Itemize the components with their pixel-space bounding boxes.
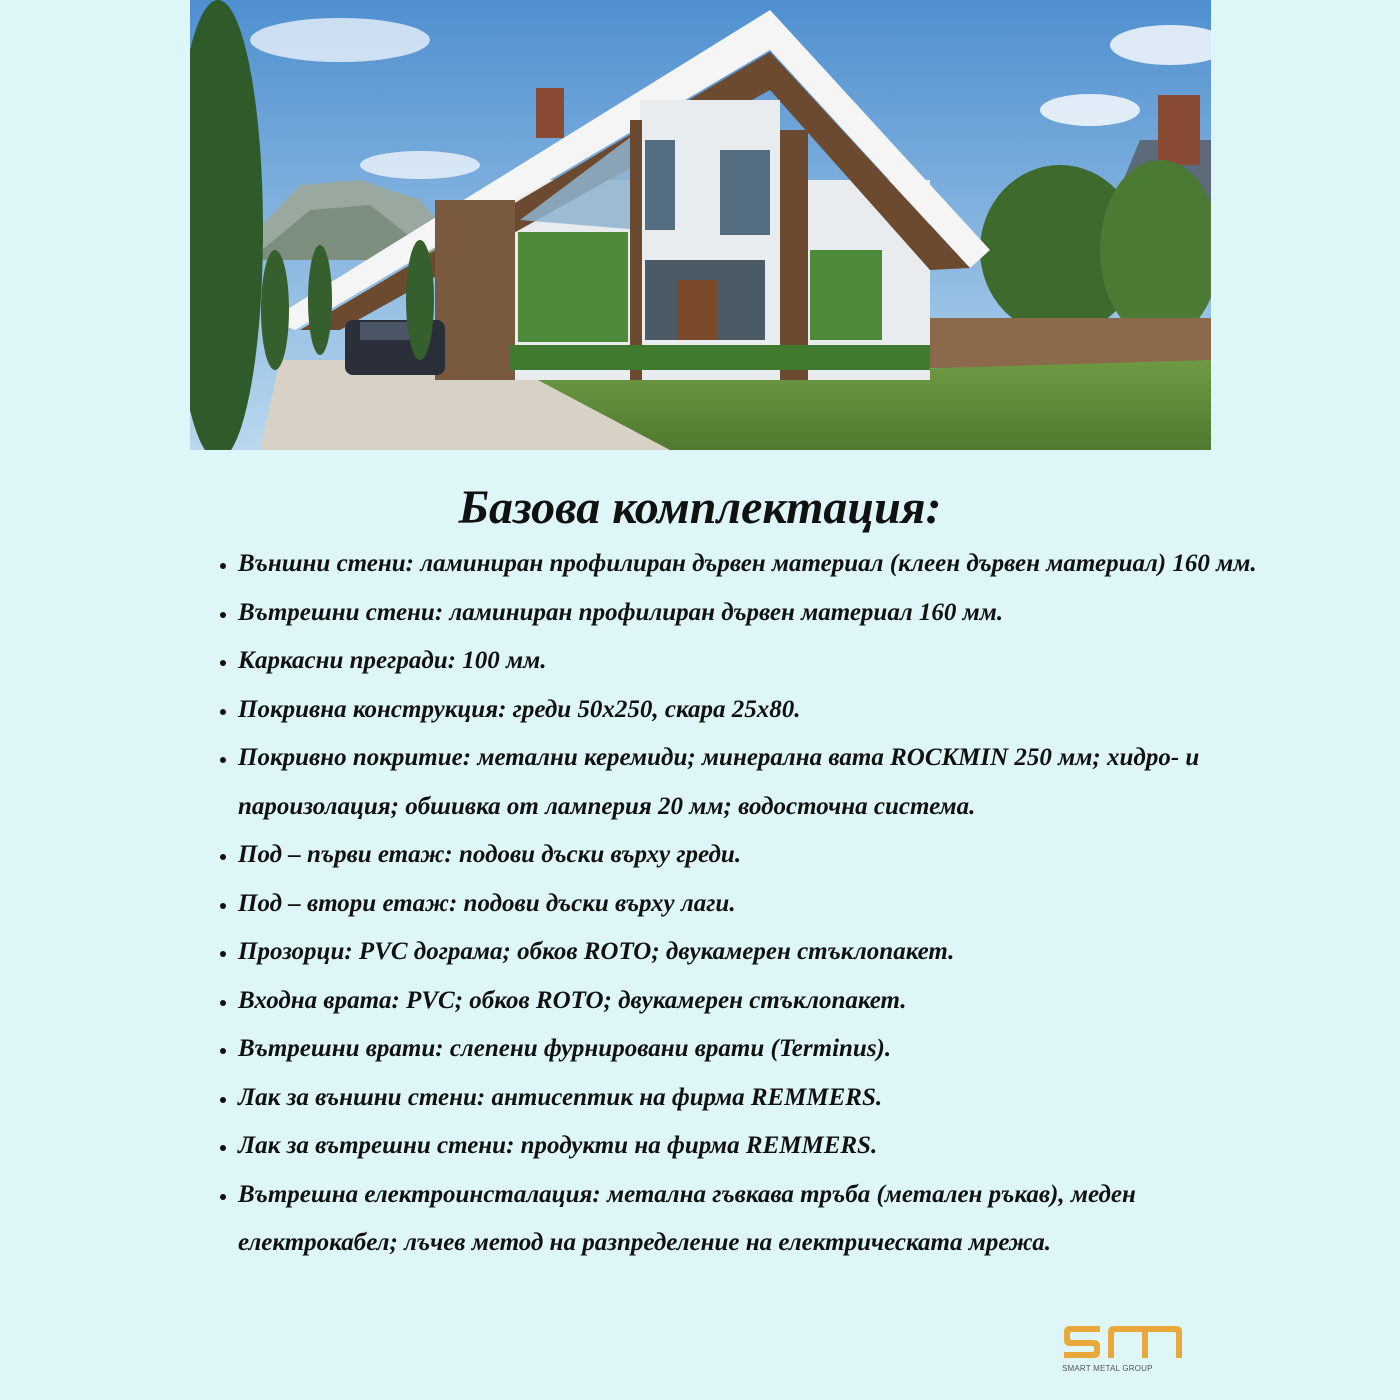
- list-item: • Вътрешна електроинсталация: метална гъвкава тръба (метален ръкав), меден електрокабел; лъчев метод на разпределение на електрическата мрежа.: [238, 1171, 1268, 1268]
- list-item: • Входна врата: PVC; обков ROTO; двукамерен стъклопакет.: [238, 977, 1268, 1026]
- list-item: • Покривна конструкция: греди 50x250, скара 25x80.: [238, 686, 1268, 735]
- list-item: • Прозорци: PVC дограма; обков ROTO; двукамерен стъклопакет.: [238, 928, 1268, 977]
- list-item: • Вътрешни врати: слепени фурнировани врати (Terminus).: [238, 1025, 1268, 1074]
- list-item: • Покривно покритие: метални керемиди; минерална вата ROCKMIN 250 мм; хидро- и пароизолация; обшивка от ламперия 20 мм; водосточна система.: [238, 734, 1268, 831]
- list-item: • Каркасни прегради: 100 мм.: [238, 637, 1268, 686]
- list-item: • Външни стени: ламиниран профилиран дървен материал (клеен дървен материал) 160 мм.: [238, 540, 1268, 589]
- spec-list: [190, 540, 1268, 1268]
- company-logo: [1060, 1322, 1186, 1378]
- list-item: • Под – първи етаж: подови дъски върху греди.: [238, 831, 1268, 880]
- house-render-image: [190, 0, 1211, 450]
- list-item: • Лак за външни стени: антисептик на фирма REMMERS.: [238, 1074, 1268, 1123]
- list-item: • Вътрешни стени: ламиниран профилиран дървен материал 160 мм.: [238, 589, 1268, 638]
- logo-label: SMART METAL GROUP: [1062, 1364, 1153, 1373]
- list-item: • Под – втори етаж: подови дъски върху лаги.: [238, 880, 1268, 929]
- sm-logo-icon: [1060, 1322, 1186, 1364]
- page-title: Базова комплектация:: [458, 481, 942, 534]
- list-item: • Лак за вътрешни стени: продукти на фирма REMMERS.: [238, 1122, 1268, 1171]
